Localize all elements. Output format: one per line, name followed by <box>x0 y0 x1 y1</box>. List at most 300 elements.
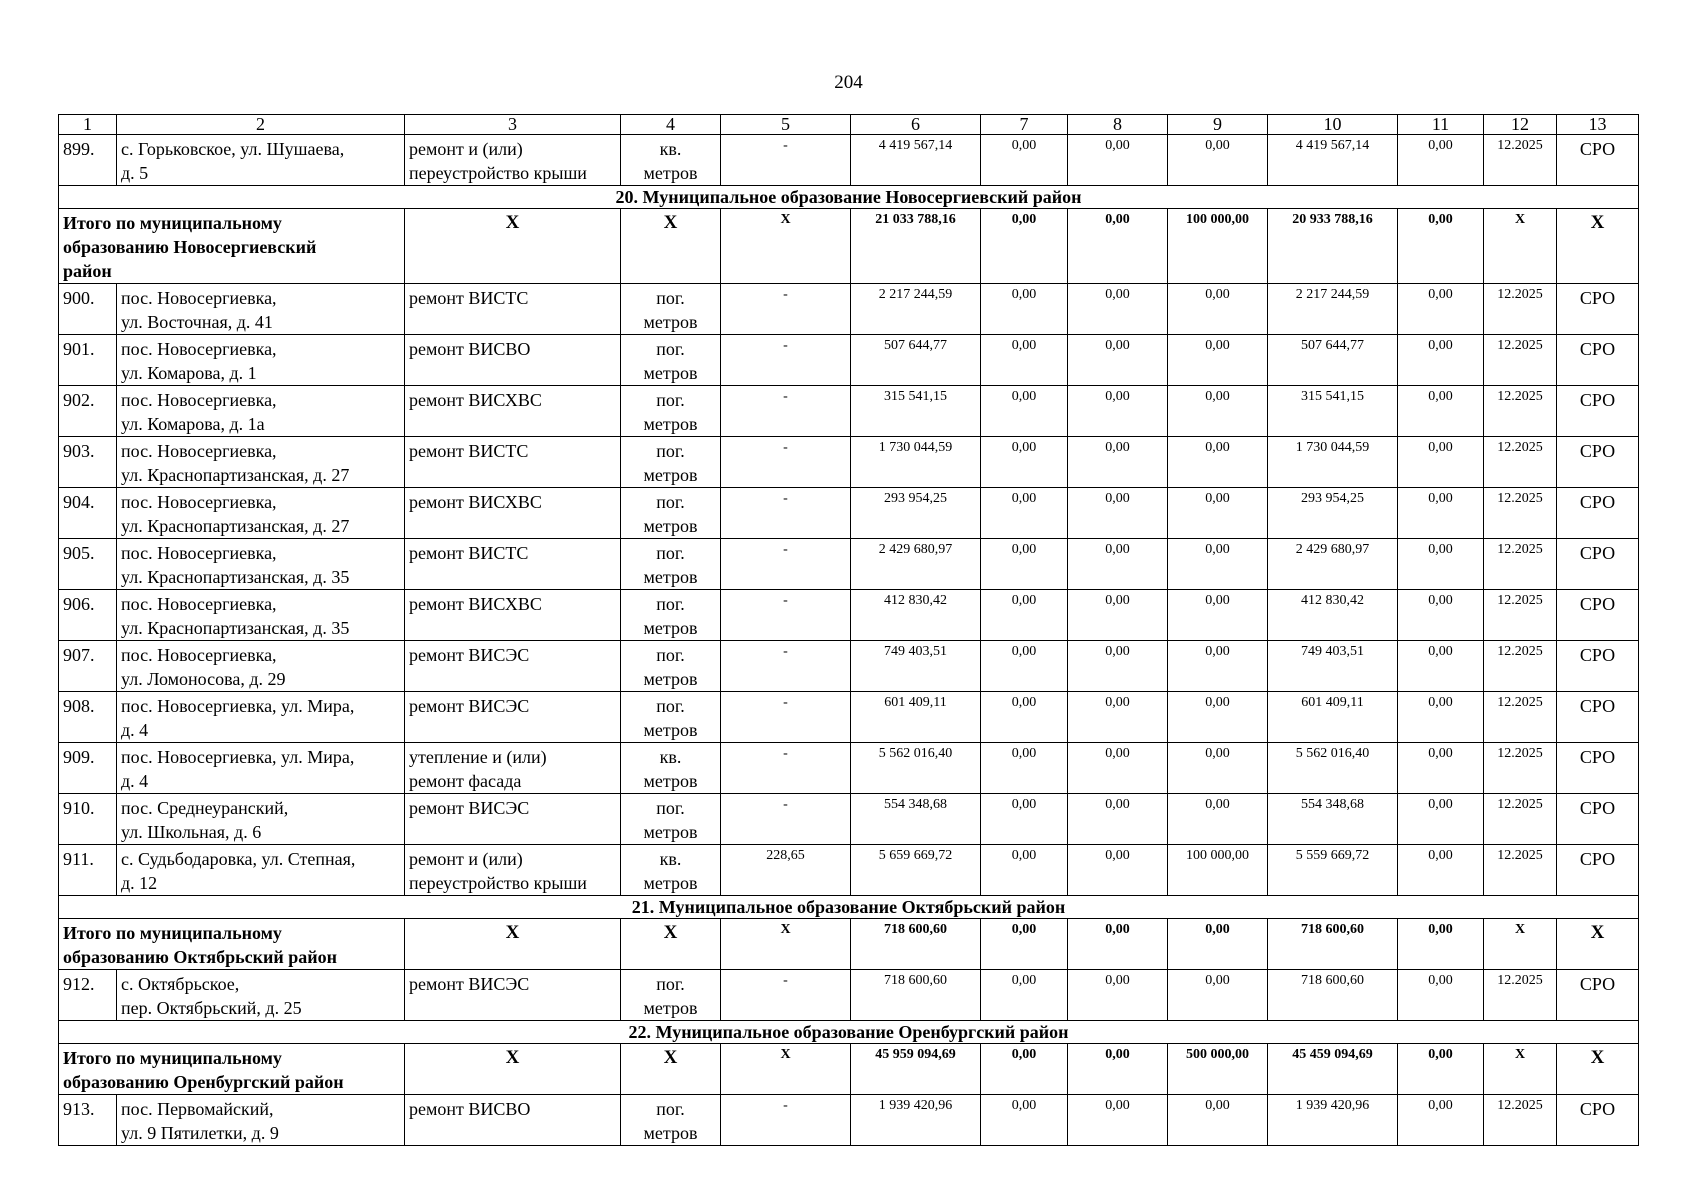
header-cell-9: 9 <box>1168 115 1268 135</box>
cell-fund-other: 0,00 <box>1398 135 1484 186</box>
page-number: 204 <box>834 72 863 93</box>
cell-work-type-line: переустройство крыши <box>409 873 587 893</box>
total-label <box>59 919 405 970</box>
cell-unit-line: пог. <box>656 974 685 994</box>
header-cell-1: 1 <box>59 115 117 135</box>
cell-total-cost: 293 954,25 <box>851 488 981 539</box>
cell-unit-line: метров <box>643 998 698 1018</box>
cell-unit-line: метров <box>643 163 698 183</box>
cell-area: - <box>721 1095 851 1146</box>
cell-fund-other: 0,00 <box>1398 743 1484 794</box>
cell-address <box>117 335 405 386</box>
item-row <box>59 539 1639 590</box>
cell-address-line: д. 5 <box>121 163 149 183</box>
cell-total-cost: 21 033 788,16 <box>851 209 981 284</box>
cell-number: 912. <box>59 970 117 1021</box>
cell-area: - <box>721 539 851 590</box>
cell-fund-regional: 0,00 <box>1068 335 1168 386</box>
cell-address-line: ул. Восточная, д. 41 <box>121 312 273 332</box>
cell-unit-line: пог. <box>656 696 685 716</box>
header-cell-8: 8 <box>1068 115 1168 135</box>
cell-fund-other: 0,00 <box>1398 1044 1484 1095</box>
cell-address <box>117 641 405 692</box>
cell-address-line: ул. Краснопартизанская, д. 27 <box>121 516 350 536</box>
cell-method: X <box>1557 209 1639 284</box>
cell-fund-owners: 20 933 788,16 <box>1268 209 1398 284</box>
cell-address-line: пос. Новосергиевка, <box>121 390 277 410</box>
cell-unit-line: метров <box>643 822 698 842</box>
cell-fund-owners: 1 730 044,59 <box>1268 437 1398 488</box>
section-title: 21. Муниципальное образование Октябрьский район <box>59 896 1639 919</box>
cell-fund-regional: 0,00 <box>1068 590 1168 641</box>
cell-fund-regional: 0,00 <box>1068 1044 1168 1095</box>
total-label-line: Итого по муниципальному <box>63 213 282 233</box>
total-label-line: образованию Оренбургский район <box>63 1072 344 1092</box>
cell-total-cost: 2 429 680,97 <box>851 539 981 590</box>
cell-method: СРО <box>1557 590 1639 641</box>
cell-area: X <box>721 919 851 970</box>
item-row <box>59 1095 1639 1146</box>
cell-fund-local: 100 000,00 <box>1168 209 1268 284</box>
cell-address <box>117 692 405 743</box>
cell-unit-line: метров <box>643 363 698 383</box>
cell-unit <box>621 692 721 743</box>
cell-fund-federal: 0,00 <box>981 386 1068 437</box>
cell-work-type: X <box>405 209 621 284</box>
cell-fund-local: 0,00 <box>1168 794 1268 845</box>
cell-fund-federal: 0,00 <box>981 641 1068 692</box>
cell-unit <box>621 743 721 794</box>
cell-fund-federal: 0,00 <box>981 209 1068 284</box>
cell-fund-regional: 0,00 <box>1068 284 1168 335</box>
cell-address <box>117 1095 405 1146</box>
cell-unit-line: пог. <box>656 288 685 308</box>
cell-address-line: пос. Новосергиевка, <box>121 594 277 614</box>
cell-fund-local: 0,00 <box>1168 970 1268 1021</box>
cell-unit-line: пог. <box>656 645 685 665</box>
cell-area: - <box>721 488 851 539</box>
cell-work-type <box>405 488 621 539</box>
header-cell-6: 6 <box>851 115 981 135</box>
cell-fund-owners: 315 541,15 <box>1268 386 1398 437</box>
cell-fund-federal: 0,00 <box>981 437 1068 488</box>
cell-fund-owners: 293 954,25 <box>1268 488 1398 539</box>
cell-number: 900. <box>59 284 117 335</box>
cell-address-line: ул. Краснопартизанская, д. 27 <box>121 465 350 485</box>
cell-unit <box>621 590 721 641</box>
cell-fund-owners: 554 348,68 <box>1268 794 1398 845</box>
cell-area: - <box>721 437 851 488</box>
cell-fund-federal: 0,00 <box>981 1044 1068 1095</box>
cell-address-line: ул. Краснопартизанская, д. 35 <box>121 618 350 638</box>
cell-area: 228,65 <box>721 845 851 896</box>
cell-deadline: 12.2025 <box>1484 437 1557 488</box>
cell-unit <box>621 386 721 437</box>
cell-unit-line: кв. <box>659 849 682 869</box>
cell-total-cost: 749 403,51 <box>851 641 981 692</box>
section-title: 20. Муниципальное образование Новосергиевский район <box>59 186 1639 209</box>
cell-fund-owners: 718 600,60 <box>1268 919 1398 970</box>
cell-deadline: 12.2025 <box>1484 284 1557 335</box>
cell-fund-other: 0,00 <box>1398 590 1484 641</box>
cell-method: СРО <box>1557 437 1639 488</box>
cell-address-line: ул. Комарова, д. 1 <box>121 363 257 383</box>
cell-unit <box>621 335 721 386</box>
cell-fund-regional: 0,00 <box>1068 437 1168 488</box>
cell-work-type-line: переустройство крыши <box>409 163 587 183</box>
cell-unit-line: пог. <box>656 441 685 461</box>
cell-fund-local: 0,00 <box>1168 539 1268 590</box>
cell-unit-line: пог. <box>656 798 685 818</box>
cell-address <box>117 743 405 794</box>
total-label <box>59 209 405 284</box>
cell-fund-regional: 0,00 <box>1068 919 1168 970</box>
cell-address-line: пос. Новосергиевка, <box>121 339 277 359</box>
header-cell-7: 7 <box>981 115 1068 135</box>
cell-number: 911. <box>59 845 117 896</box>
item-row <box>59 590 1639 641</box>
cell-total-cost: 45 959 094,69 <box>851 1044 981 1095</box>
cell-fund-local: 0,00 <box>1168 284 1268 335</box>
cell-fund-owners: 4 419 567,14 <box>1268 135 1398 186</box>
cell-number: 906. <box>59 590 117 641</box>
cell-fund-local: 0,00 <box>1168 488 1268 539</box>
cell-fund-other: 0,00 <box>1398 488 1484 539</box>
cell-total-cost: 718 600,60 <box>851 919 981 970</box>
cell-number: 908. <box>59 692 117 743</box>
cell-total-cost: 315 541,15 <box>851 386 981 437</box>
cell-fund-other: 0,00 <box>1398 845 1484 896</box>
cell-number: 909. <box>59 743 117 794</box>
cell-fund-regional: 0,00 <box>1068 794 1168 845</box>
cell-unit-line: кв. <box>659 747 682 767</box>
cell-unit-line: метров <box>643 1123 698 1143</box>
cell-work-type-line: ремонт ВИСЭС <box>409 974 530 994</box>
cell-unit-line: метров <box>643 873 698 893</box>
item-row <box>59 845 1639 896</box>
cell-deadline: 12.2025 <box>1484 692 1557 743</box>
cell-area: X <box>721 1044 851 1095</box>
cell-deadline: 12.2025 <box>1484 488 1557 539</box>
cell-address-line: пер. Октябрьский, д. 25 <box>121 998 302 1018</box>
cell-work-type-line: ремонт ВИСХВС <box>409 492 542 512</box>
cell-address-line: пос. Новосергиевка, <box>121 441 277 461</box>
cell-fund-local: 0,00 <box>1168 590 1268 641</box>
cell-address-line: д. 12 <box>121 873 158 893</box>
section-title: 22. Муниципальное образование Оренбургский район <box>59 1021 1639 1044</box>
cell-address-line: пос. Новосергиевка, ул. Мира, <box>121 696 355 716</box>
cell-address-line: ул. Школьная, д. 6 <box>121 822 262 842</box>
cell-fund-owners: 5 559 669,72 <box>1268 845 1398 896</box>
total-label-line: Итого по муниципальному <box>63 923 282 943</box>
cell-address <box>117 284 405 335</box>
cell-deadline: 12.2025 <box>1484 590 1557 641</box>
header-cell-4: 4 <box>621 115 721 135</box>
cell-address <box>117 488 405 539</box>
cell-method: X <box>1557 1044 1639 1095</box>
cell-method: СРО <box>1557 794 1639 845</box>
cell-unit <box>621 845 721 896</box>
cell-address <box>117 794 405 845</box>
total-row <box>59 919 1639 970</box>
cell-fund-federal: 0,00 <box>981 335 1068 386</box>
cell-fund-other: 0,00 <box>1398 1095 1484 1146</box>
cell-work-type-line: ремонт ВИСХВС <box>409 390 542 410</box>
cell-method: СРО <box>1557 1095 1639 1146</box>
cell-unit-line: пог. <box>656 492 685 512</box>
cell-fund-regional: 0,00 <box>1068 743 1168 794</box>
cell-fund-other: 0,00 <box>1398 641 1484 692</box>
total-label-line: образованию Новосергиевский <box>63 237 317 257</box>
cell-work-type <box>405 845 621 896</box>
cell-unit-line: метров <box>643 720 698 740</box>
cell-work-type-line: ремонт ВИСТС <box>409 441 529 461</box>
cell-fund-federal: 0,00 <box>981 1095 1068 1146</box>
cell-fund-local: 0,00 <box>1168 919 1268 970</box>
cell-work-type-line: ремонт ВИСВО <box>409 1099 531 1119</box>
cell-area: X <box>721 209 851 284</box>
cell-area: - <box>721 284 851 335</box>
cell-fund-owners: 45 459 094,69 <box>1268 1044 1398 1095</box>
section-heading-row <box>59 1021 1639 1044</box>
cell-fund-local: 0,00 <box>1168 1095 1268 1146</box>
cell-address-line: ул. Комарова, д. 1а <box>121 414 265 434</box>
cell-fund-owners: 601 409,11 <box>1268 692 1398 743</box>
cell-fund-federal: 0,00 <box>981 284 1068 335</box>
cell-work-type-line: ремонт ВИСЭС <box>409 645 530 665</box>
cell-fund-regional: 0,00 <box>1068 539 1168 590</box>
total-row <box>59 209 1639 284</box>
cell-fund-regional: 0,00 <box>1068 641 1168 692</box>
cell-work-type-line: ремонт ВИСТС <box>409 288 529 308</box>
cell-unit <box>621 970 721 1021</box>
cell-area: - <box>721 335 851 386</box>
header-row <box>59 115 1639 135</box>
cell-address-line: ул. Ломоносова, д. 29 <box>121 669 286 689</box>
cell-work-type: X <box>405 1044 621 1095</box>
cell-work-type <box>405 970 621 1021</box>
item-row <box>59 488 1639 539</box>
cell-total-cost: 601 409,11 <box>851 692 981 743</box>
cell-fund-regional: 0,00 <box>1068 970 1168 1021</box>
cell-fund-owners: 749 403,51 <box>1268 641 1398 692</box>
cell-total-cost: 554 348,68 <box>851 794 981 845</box>
item-row <box>59 794 1639 845</box>
cell-address-line: с. Судьбодаровка, ул. Степная, <box>121 849 356 869</box>
cell-deadline: 12.2025 <box>1484 1095 1557 1146</box>
cell-fund-regional: 0,00 <box>1068 1095 1168 1146</box>
cell-unit-line: метров <box>643 465 698 485</box>
cell-address-line: пос. Новосергиевка, <box>121 492 277 512</box>
cell-deadline: X <box>1484 919 1557 970</box>
item-row <box>59 386 1639 437</box>
cell-fund-owners: 412 830,42 <box>1268 590 1398 641</box>
cell-total-cost: 5 562 016,40 <box>851 743 981 794</box>
cell-address <box>117 386 405 437</box>
cell-deadline: 12.2025 <box>1484 845 1557 896</box>
cell-fund-other: 0,00 <box>1398 794 1484 845</box>
cell-unit <box>621 488 721 539</box>
cell-number: 901. <box>59 335 117 386</box>
cell-total-cost: 5 659 669,72 <box>851 845 981 896</box>
cell-work-type <box>405 692 621 743</box>
cell-unit-line: пог. <box>656 390 685 410</box>
cell-number: 902. <box>59 386 117 437</box>
cell-fund-owners: 507 644,77 <box>1268 335 1398 386</box>
total-label-line: район <box>63 261 112 281</box>
cell-work-type-line: ремонт ВИСТС <box>409 543 529 563</box>
total-label <box>59 1044 405 1095</box>
cell-unit <box>621 539 721 590</box>
cell-work-type-line: утепление и (или) <box>409 747 547 767</box>
cell-fund-federal: 0,00 <box>981 135 1068 186</box>
cell-method: СРО <box>1557 386 1639 437</box>
cell-fund-regional: 0,00 <box>1068 386 1168 437</box>
cell-number: 903. <box>59 437 117 488</box>
cell-fund-regional: 0,00 <box>1068 488 1168 539</box>
cell-address-line: д. 4 <box>121 771 149 791</box>
cell-unit: X <box>621 919 721 970</box>
cell-address-line: пос. Новосергиевка, <box>121 543 277 563</box>
cell-fund-federal: 0,00 <box>981 794 1068 845</box>
cell-address <box>117 437 405 488</box>
cell-fund-owners: 718 600,60 <box>1268 970 1398 1021</box>
cell-fund-federal: 0,00 <box>981 845 1068 896</box>
cell-work-type-line: ремонт ВИСХВС <box>409 594 542 614</box>
cell-fund-regional: 0,00 <box>1068 845 1168 896</box>
header-cell-3: 3 <box>405 115 621 135</box>
cell-address-line: пос. Среднеуранский, <box>121 798 289 818</box>
header-cell-11: 11 <box>1398 115 1484 135</box>
cell-fund-local: 0,00 <box>1168 641 1268 692</box>
item-row <box>59 692 1639 743</box>
cell-method: СРО <box>1557 539 1639 590</box>
cell-unit-line: пог. <box>656 594 685 614</box>
cell-deadline: 12.2025 <box>1484 539 1557 590</box>
item-row <box>59 335 1639 386</box>
cell-area: - <box>721 692 851 743</box>
cell-work-type-line: ремонт и (или) <box>409 139 523 159</box>
item-row <box>59 284 1639 335</box>
cell-address-line: ул. 9 Пятилетки, д. 9 <box>121 1123 279 1143</box>
cell-fund-owners: 5 562 016,40 <box>1268 743 1398 794</box>
cell-fund-federal: 0,00 <box>981 590 1068 641</box>
section-heading-row <box>59 186 1639 209</box>
cell-work-type <box>405 335 621 386</box>
cell-fund-federal: 0,00 <box>981 488 1068 539</box>
cell-number: 899. <box>59 135 117 186</box>
cell-total-cost: 1 730 044,59 <box>851 437 981 488</box>
cell-address <box>117 845 405 896</box>
cell-unit-line: кв. <box>659 139 682 159</box>
cell-number: 907. <box>59 641 117 692</box>
cell-work-type <box>405 743 621 794</box>
cell-area: - <box>721 970 851 1021</box>
cell-fund-local: 0,00 <box>1168 135 1268 186</box>
cell-fund-other: 0,00 <box>1398 284 1484 335</box>
cell-address <box>117 970 405 1021</box>
cell-work-type <box>405 590 621 641</box>
cell-work-type <box>405 135 621 186</box>
cell-unit-line: метров <box>643 516 698 536</box>
cell-fund-federal: 0,00 <box>981 539 1068 590</box>
cell-address-line: пос. Новосергиевка, ул. Мира, <box>121 747 355 767</box>
cell-method: СРО <box>1557 692 1639 743</box>
cell-address <box>117 590 405 641</box>
cell-fund-regional: 0,00 <box>1068 209 1168 284</box>
cell-fund-local: 0,00 <box>1168 743 1268 794</box>
cell-total-cost: 507 644,77 <box>851 335 981 386</box>
cell-fund-federal: 0,00 <box>981 743 1068 794</box>
cell-fund-local: 0,00 <box>1168 386 1268 437</box>
cell-work-type <box>405 284 621 335</box>
cell-deadline: 12.2025 <box>1484 386 1557 437</box>
cell-fund-other: 0,00 <box>1398 539 1484 590</box>
header-cell-10: 10 <box>1268 115 1398 135</box>
cell-area: - <box>721 590 851 641</box>
cell-area: - <box>721 135 851 186</box>
cell-deadline: X <box>1484 1044 1557 1095</box>
cell-unit-line: метров <box>643 414 698 434</box>
cell-method: СРО <box>1557 135 1639 186</box>
cell-work-type <box>405 386 621 437</box>
header-cell-13: 13 <box>1557 115 1639 135</box>
cell-unit <box>621 794 721 845</box>
cell-unit-line: метров <box>643 669 698 689</box>
cell-fund-other: 0,00 <box>1398 209 1484 284</box>
cell-method: СРО <box>1557 284 1639 335</box>
cell-fund-owners: 1 939 420,96 <box>1268 1095 1398 1146</box>
cell-unit <box>621 1095 721 1146</box>
cell-fund-other: 0,00 <box>1398 437 1484 488</box>
cell-work-type <box>405 437 621 488</box>
cell-unit: X <box>621 1044 721 1095</box>
cell-method: СРО <box>1557 845 1639 896</box>
cell-fund-other: 0,00 <box>1398 335 1484 386</box>
total-row <box>59 1044 1639 1095</box>
cell-method: X <box>1557 919 1639 970</box>
cell-total-cost: 4 419 567,14 <box>851 135 981 186</box>
repair-program-table <box>58 114 1639 1146</box>
cell-address-line: пос. Новосергиевка, <box>121 645 277 665</box>
cell-total-cost: 1 939 420,96 <box>851 1095 981 1146</box>
cell-work-type <box>405 794 621 845</box>
cell-address-line: пос. Первомайский, <box>121 1099 274 1119</box>
item-row <box>59 437 1639 488</box>
cell-fund-other: 0,00 <box>1398 919 1484 970</box>
cell-unit-line: метров <box>643 618 698 638</box>
cell-method: СРО <box>1557 743 1639 794</box>
cell-unit-line: пог. <box>656 1099 685 1119</box>
total-label-line: образованию Октябрьский район <box>63 947 338 967</box>
cell-address-line: ул. Краснопартизанская, д. 35 <box>121 567 350 587</box>
cell-unit-line: метров <box>643 567 698 587</box>
cell-fund-local: 0,00 <box>1168 692 1268 743</box>
cell-unit <box>621 284 721 335</box>
cell-unit <box>621 641 721 692</box>
cell-method: СРО <box>1557 488 1639 539</box>
cell-work-type-line: ремонт ВИСЭС <box>409 696 530 716</box>
cell-work-type-line: ремонт ВИСЭС <box>409 798 530 818</box>
cell-work-type <box>405 1095 621 1146</box>
cell-total-cost: 2 217 244,59 <box>851 284 981 335</box>
cell-total-cost: 718 600,60 <box>851 970 981 1021</box>
cell-address-line: с. Горьковское, ул. Шушаева, <box>121 139 345 159</box>
cell-work-type-line: ремонт фасада <box>409 771 522 791</box>
cell-fund-other: 0,00 <box>1398 970 1484 1021</box>
cell-deadline: 12.2025 <box>1484 794 1557 845</box>
cell-deadline: 12.2025 <box>1484 335 1557 386</box>
